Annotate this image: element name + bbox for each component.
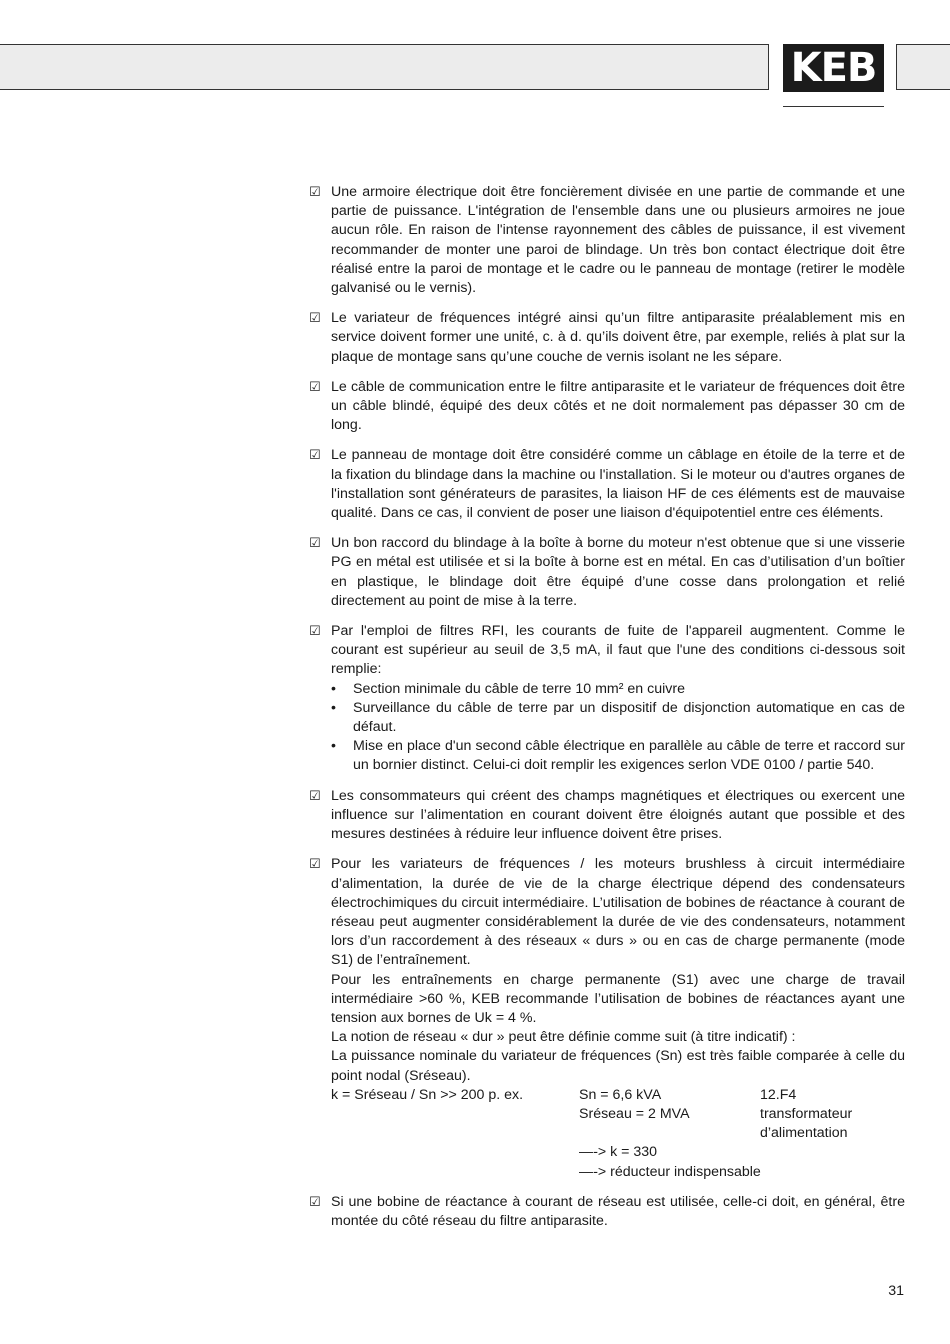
formula-line: 12.F4 <box>760 1086 797 1103</box>
bullet-icon: • <box>331 738 336 755</box>
formula-col2 <box>579 1086 760 1182</box>
formula-line: —-> réducteur indispensable <box>579 1163 761 1180</box>
paragraph: Par l'emploi de filtres RFI, les courants de fuite de l'appareil augmentent. Comme le courant est supérieur au seuil de 3,5 mA, il faut que l'une des conditions ci-dessous soit remplie: <box>331 623 905 678</box>
bullet-text: Surveillance du câble de terre par un dispositif de disjonction automatique en cas de défaut. <box>353 699 905 736</box>
bullet-list <box>331 680 905 776</box>
header-tab-right <box>896 44 950 90</box>
paragraph: La notion de réseau « dur » peut être définie comme suit (à titre indicatif) : <box>331 1029 796 1046</box>
bullet-text: Section minimale du câble de terre 10 mm² en cuivre <box>353 680 685 697</box>
checkbox-checked-icon: ☑ <box>309 379 321 395</box>
checkbox-checked-icon: ☑ <box>309 185 321 200</box>
checklist-item <box>309 787 905 845</box>
bullet-item <box>331 737 905 775</box>
bullet-item <box>331 680 905 699</box>
paragraph: Une armoire électrique doit être foncièrement divisée en une partie de commande et une partie de puissance. L'intégration de l'ensemble dans une ou plusieurs armoires ne joue aucun rôle. En raison de l'intense rayonnement des câbles de puissance, il est vivement recommander de monter une paroi de blindage. Un très bon contact électrique doit être réalisé entre la paroi de montage et le cadre ou le panneau de montage (retirer le modèle galvanisé ou le vernis). <box>331 184 905 297</box>
paragraph: Un bon raccord du blindage à la boîte à borne du moteur n'est obtenue que si une visserie PG en métal est utilisée et si la boîte à borne est en métal. En cas d’utilisation d’un boîtier en plastique, le blindage doit être équipé d’une cosse dans prolongation et relié directement au point de mise à la terre. <box>331 535 905 609</box>
formula-col3 <box>760 1086 905 1182</box>
formula-line: d’alimentation <box>760 1125 848 1142</box>
formula-line: Sn = 6,6 kVA <box>579 1086 662 1103</box>
formula-line: Sréseau = 2 MVA <box>579 1105 690 1122</box>
checklist-item <box>309 855 905 1181</box>
bullet-text: Mise en place d'un second câble électrique en parallèle au câble de terre et raccord sur un bornier distinct. Celui-ci doit remplir les exigences serlon VDE 0100 / partie 540. <box>353 738 905 774</box>
header-bar <box>0 44 769 90</box>
paragraph: Pour les variateurs de fréquences / les moteurs brushless à circuit intermédiaire d’alimentation, la durée de vie de la charge électrique dépend des condensateurs électrochimiques du circuit intermédiaire. L’utilisation de bobines de réactance à courant de réseau peut augmenter considérablement la durée de vie des condensateurs, notamment lors d’un raccordement à des réseaux « durs » ou en cas de charge permanente (mode S1) de l’entraînement. <box>331 856 905 969</box>
item-body <box>331 534 905 611</box>
logo-underline <box>783 106 884 107</box>
keb-logo <box>783 44 884 92</box>
formula-line: —-> k = 330 <box>579 1144 658 1161</box>
checkbox-checked-icon: ☑ <box>309 311 321 327</box>
item-body <box>331 622 905 776</box>
checkbox-checked-icon: ☑ <box>309 536 321 552</box>
item-body <box>331 378 905 436</box>
checklist-item <box>309 446 905 523</box>
paragraph: Si une bobine de réactance à courant de réseau est utilisée, celle-ci doit, en général, être montée du côté réseau du filtre antiparasite. <box>331 1193 905 1229</box>
checklist-item <box>309 378 905 436</box>
item-body <box>331 446 905 523</box>
checkbox-checked-icon: ☑ <box>309 624 321 640</box>
checklist-item <box>309 534 905 611</box>
formula-block <box>331 1086 905 1182</box>
item-body <box>331 309 905 367</box>
bullet-item <box>331 699 905 737</box>
formula-col1 <box>331 1086 579 1182</box>
paragraph: Le variateur de fréquences intégré ainsi qu’un filtre antiparasite préalablement mis en service doivent former une unité, c. à d. qu’ils doivent être, par exemple, reliés à plat sur la plaque de montage sans qu’une couche de vernis isolant ne les sépare. <box>331 310 905 365</box>
bullet-icon: • <box>331 680 336 697</box>
paragraph: Le câble de communication entre le filtre antiparasite et le variateur de fréquences doit être un câble blindé, équipé des deux côtés et ne doit normalement pas dépasser 30 cm de long. <box>331 378 905 434</box>
bullet-icon: • <box>331 699 336 716</box>
paragraph: Pour les entraînements en charge permanente (S1) avec une charge de travail intermédiaire >60 %, KEB recommande l’utilisation de bobines de réactances ayant une tension aux bornes de Uk = 4 %. <box>331 971 905 1026</box>
document-body <box>309 183 905 1242</box>
checklist-item <box>309 622 905 776</box>
checklist-item <box>309 183 905 298</box>
checkbox-checked-icon: ☑ <box>309 448 321 464</box>
formula-line: transformateur <box>760 1105 853 1122</box>
logo-text: KEB <box>790 45 877 91</box>
checklist-item <box>309 309 905 367</box>
checklist-item <box>309 1193 905 1231</box>
paragraph: Les consommateurs qui créent des champs magnétiques et électriques ou exercent une influence sur l’alimentation en courant doivent être éloignés autant que possible et des mesures destinées à réduire leur influence doivent être prises. <box>331 787 905 843</box>
formula-line <box>579 1124 760 1143</box>
item-body <box>331 183 905 298</box>
formula-line: k = Sréseau / Sn >> 200 p. ex. <box>331 1086 524 1103</box>
page-number: 31 <box>888 1283 904 1299</box>
paragraph: Le panneau de montage doit être considéré comme un câblage en étoile de la terre et de la fixation du blindage dans la machine ou l'installation. Si le moteur ou d'autres organes de l'installation sont générateurs de parasites, la liaison HF de ces éléments est de mauvaise qualité. Dans ce cas, il convient de poser une liaison d'équipotentiel entre ces éléments. <box>331 447 905 522</box>
item-body <box>331 787 905 845</box>
item-body <box>331 855 905 1181</box>
item-body <box>331 1193 905 1231</box>
checkbox-checked-icon: ☑ <box>309 857 321 873</box>
checkbox-checked-icon: ☑ <box>309 1194 321 1210</box>
checkbox-checked-icon: ☑ <box>309 788 321 804</box>
paragraph: La puissance nominale du variateur de fréquences (Sn) est très faible comparée à celle du point nodal (Sréseau). <box>331 1048 905 1084</box>
